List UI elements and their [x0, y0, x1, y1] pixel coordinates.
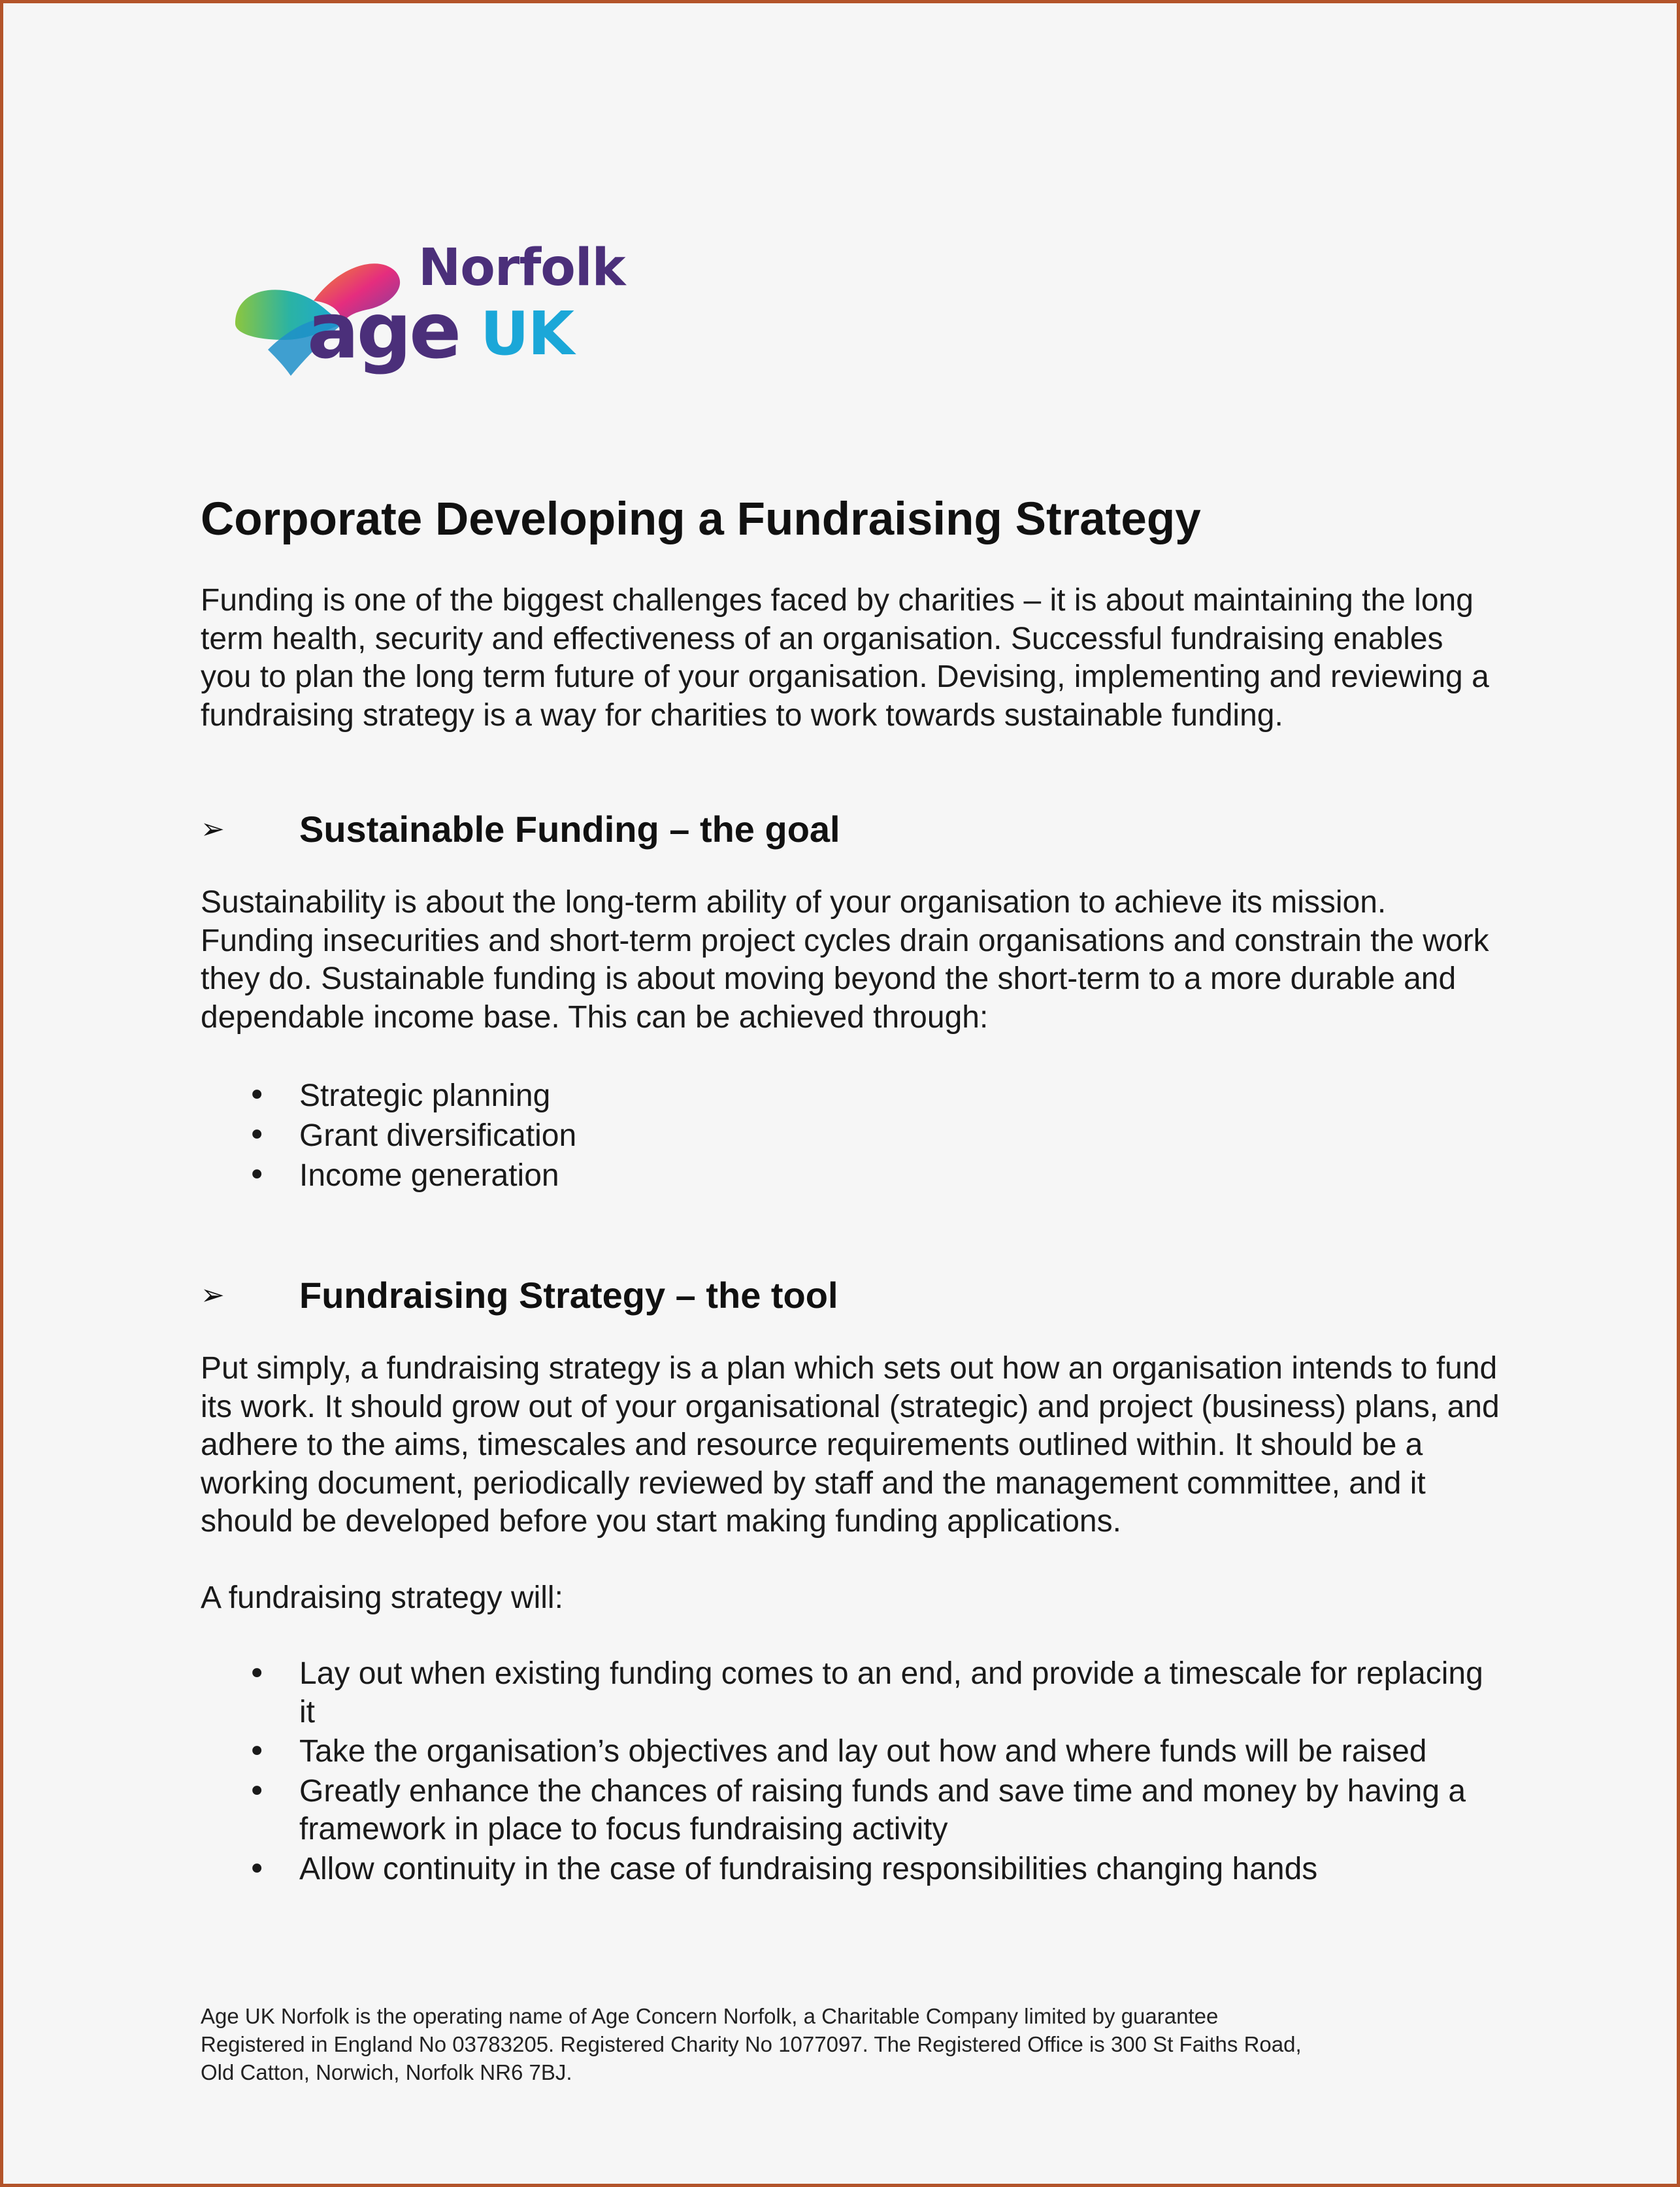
list-lead-text: A fundraising strategy will:	[201, 1580, 563, 1615]
logo-brand-uk: UK	[480, 299, 573, 369]
bullet-dot-icon: •	[248, 1077, 267, 1114]
footer-line: Old Catton, Norwich, Norfolk NR6 7BJ.	[201, 2060, 572, 2084]
document-body	[201, 490, 1501, 1890]
bullet-dot-icon: •	[248, 1157, 267, 1194]
bullet-dot-icon: •	[248, 1733, 267, 1770]
footer-line: Age UK Norfolk is the operating name of Age Concern Norfolk, a Charitable Company limited by guarantee	[201, 2004, 1219, 2028]
bullet-dot-icon: •	[248, 1773, 267, 1810]
section-heading-text: Sustainable Funding – the goal	[299, 809, 840, 850]
arrow-bullet-icon: ➢	[201, 812, 225, 846]
logo-brand-age: age	[307, 286, 459, 376]
intro-paragraph: Funding is one of the biggest challenges faced by charities – it is about maintaining the long term health, security and effectiveness of an organisation. Successful fundraising enables you to plan the long term future of your organisation. Devising, implementing and reviewing a fundraising strategy is a way for charities to work towards sustainable funding.	[201, 583, 1489, 733]
list-item: • Greatly enhance the chances of raising funds and save time and money by having a framework in place to focus fundraising activity	[248, 1773, 1466, 1846]
arrow-bullet-icon: ➢	[201, 1278, 225, 1312]
list-item: • Grant diversification	[201, 1116, 1501, 1156]
bullet-dot-icon: •	[248, 1850, 267, 1888]
footer-line: Registered in England No 03783205. Registered Charity No 1077097. The Registered Office is 300 St Faiths Road,	[201, 2032, 1302, 2056]
list-item: • Allow continuity in the case of fundraising responsibilities changing hands	[248, 1850, 1318, 1888]
bullet-list-strategy	[201, 1655, 1501, 1888]
list-item: • Take the organisation’s objectives and lay out how and where funds will be raised	[248, 1733, 1427, 1770]
logo-region-text: Norfolk	[418, 239, 625, 297]
age-uk-norfolk-logo	[229, 225, 625, 395]
section-heading-sustainable-funding	[201, 807, 1501, 852]
list-item: • Lay out when existing funding comes to an end, and provide a timescale for replacing it	[248, 1656, 1483, 1729]
bullet-list-sustainability	[201, 1076, 1501, 1195]
list-item: • Income generation	[201, 1156, 1501, 1195]
section-heading-text: Fundraising Strategy – the tool	[299, 1275, 838, 1316]
footer-legal-text	[201, 2002, 1507, 2086]
section-paragraph: Sustainability is about the long-term ability of your organisation to achieve its mission. Funding insecurities and short-term project cycles drain organisations and constrain the work they do. Sustainable funding is about moving beyond the short-term to a more durable and dependable income base. This can be achieved through:	[201, 885, 1489, 1035]
bullet-dot-icon: •	[248, 1656, 267, 1692]
list-item: • Strategic planning	[201, 1076, 1501, 1116]
bullet-dot-icon: •	[248, 1117, 267, 1154]
section-heading-fundraising-strategy	[201, 1273, 1501, 1318]
page-title: Corporate Developing a Fundraising Strategy	[201, 493, 1201, 545]
section-paragraph: Put simply, a fundraising strategy is a plan which sets out how an organisation intends to fund its work. It should grow out of your organisational (strategic) and project (business) plans, and adhere to the aims, timescales and resource requirements outlined within. It should be a working document, periodically reviewed by staff and the management committee, and it should be developed before you start making funding applications.	[201, 1351, 1500, 1539]
